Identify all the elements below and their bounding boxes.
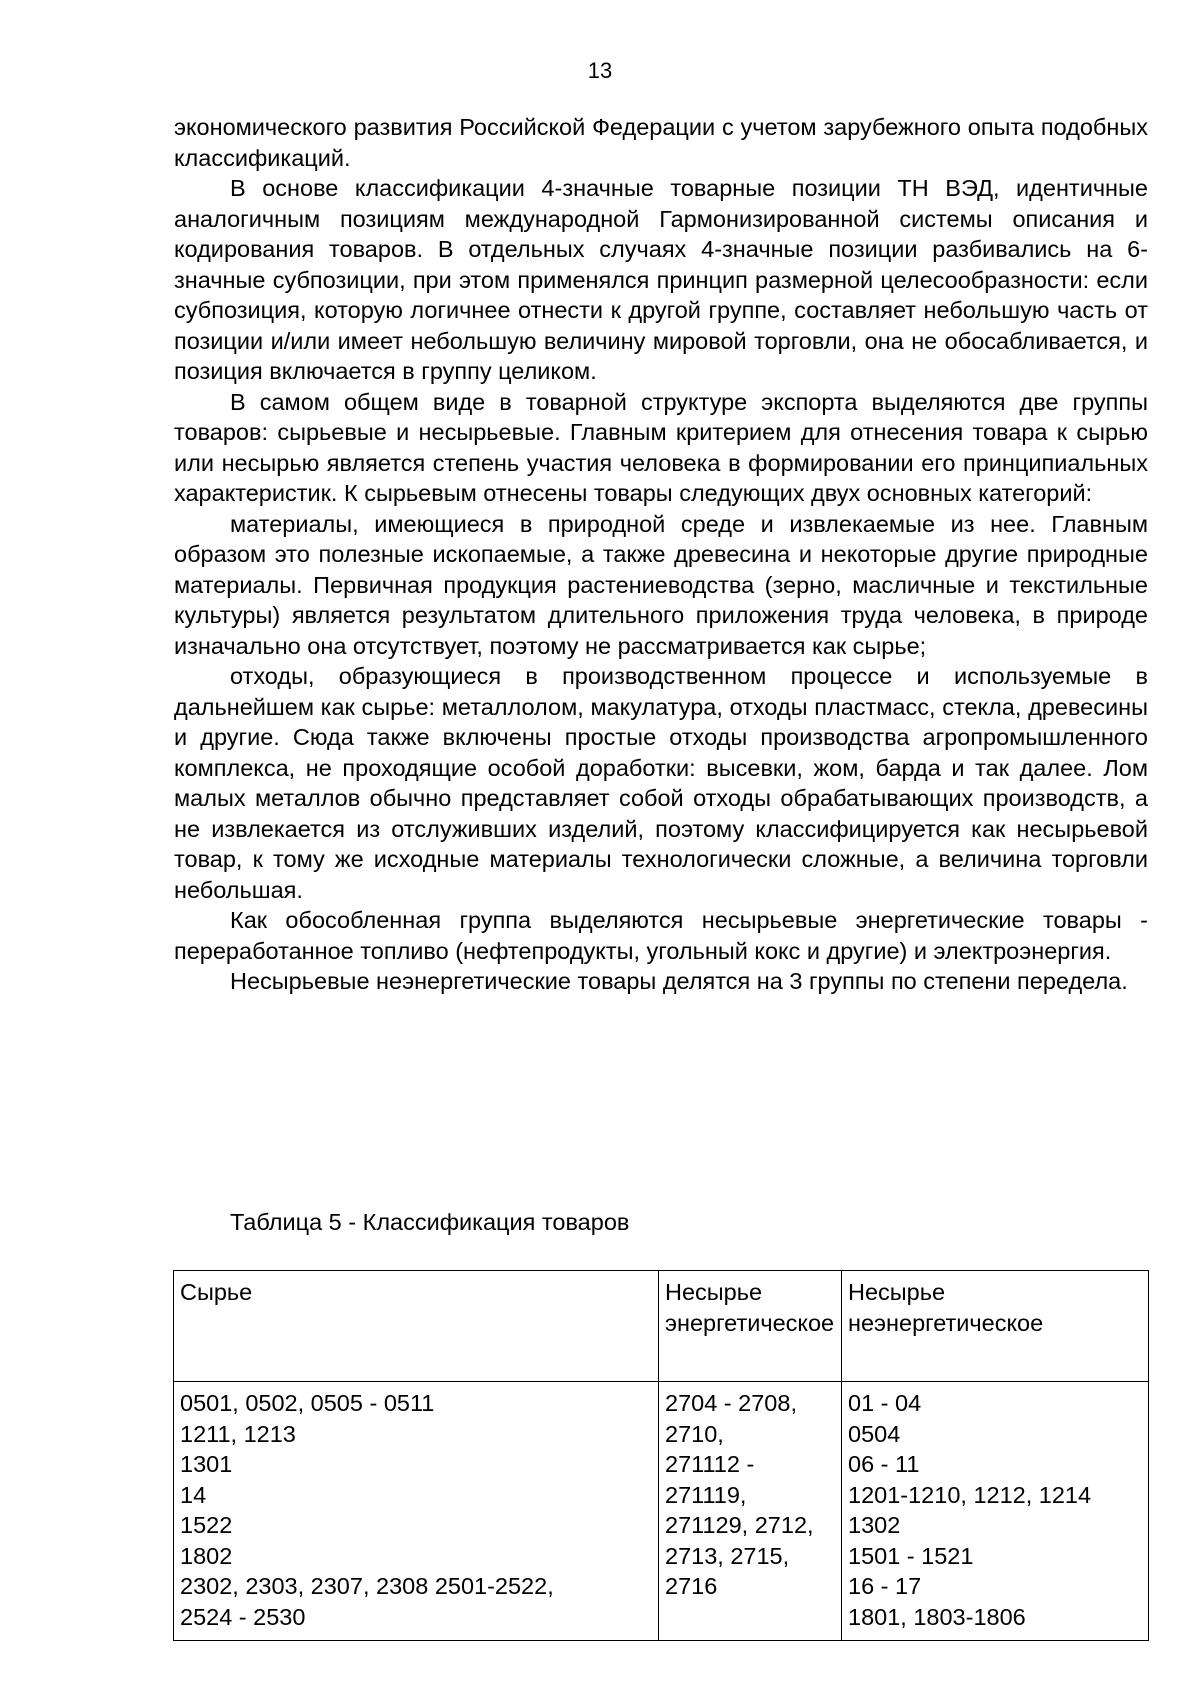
code-entry: 2704 - 2708, xyxy=(665,1390,797,1416)
code-entry: 1302 xyxy=(848,1512,901,1538)
paragraph: Как обособленная группа выделяются несырьевые энергетические товары - переработанное топливо (нефтепродукты, угольный кокс и другие) и электроэнергия. xyxy=(174,907,1148,964)
header-cell-raw: Сырье xyxy=(174,1271,659,1382)
code-entry: 1501 - 1521 xyxy=(848,1542,974,1569)
paragraph: материалы, имеющиеся в природной среде и извлекаемые из нее. Главным образом это полезные ископаемые, а также древесина и некоторые другие природные материалы. Первичная продукция растениеводства (зерно, масличные и текстильные культуры) является результатом длительного приложения труда человека, в природе изначально она отсутствует, поэтому не рассматривается как сырье; xyxy=(174,510,1148,659)
page-number: 13 xyxy=(587,58,613,83)
paragraph: отходы, образующиеся в производственном процессе и используемые в дальнейшем как сырье: металлолом, макулатура, отходы пластмасс, стекла, древесины и другие. Сюда также включены простые отходы производства агропромышленного комплекса, не проходящие особой доработки: высевки, жом, барда и так далее. Лом малых металлов обычно представляет собой отходы обрабатывающих производств, а не извлекается из отслуживших изделий, поэтому классифицируется как несырьевой товар, к тому же исходные материалы технологически сложные, а величина торговли небольшая. xyxy=(174,663,1148,903)
code-entry: 14 xyxy=(180,1481,207,1508)
codes-cell-non-raw-energy xyxy=(659,1382,842,1641)
paragraph: Несырьевые неэнергетические товары делятся на 3 группы по степени передела. xyxy=(230,968,1128,994)
code-entry: 2524 - 2530 xyxy=(180,1603,306,1630)
codes-cell-non-raw-non-energy xyxy=(842,1382,1149,1641)
code-entry: 271119, xyxy=(665,1481,747,1508)
code-entry: 01 - 04 xyxy=(848,1390,922,1416)
code-entry: 2302, 2303, 2307, 2308 2501-2522, xyxy=(180,1573,554,1599)
code-entry: 271129, 2712, xyxy=(665,1512,814,1538)
header-cell-non-raw-non-energy: Несырье неэнергетическое xyxy=(842,1271,1149,1382)
code-entry: 06 - 11 xyxy=(848,1451,920,1477)
code-entry: 1201-1210, 1212, 1214 xyxy=(848,1481,1092,1508)
classification-table xyxy=(173,1270,1149,1641)
code-entry: 0504 xyxy=(848,1420,901,1447)
paragraph: экономического развития Российской Федерации с учетом зарубежного опыта подобных классификаций. xyxy=(174,114,1148,171)
code-entry: 2716 xyxy=(665,1573,718,1599)
table-header-row xyxy=(174,1271,1149,1382)
code-entry: 16 - 17 xyxy=(848,1573,922,1599)
code-entry: 2713, 2715, xyxy=(665,1542,790,1569)
code-entry: 1802 xyxy=(180,1542,233,1569)
code-entry: 1801, 1803-1806 xyxy=(848,1603,1026,1630)
code-entry: 1211, 1213 xyxy=(180,1420,296,1447)
paragraph: В основе классификации 4-значные товарные позиции ТН ВЭД, идентичные аналогичным позициям международной Гармонизированной системы описания и кодирования товаров. В отдельных случаях 4-значные позиции разбивались на 6-значные субпозиции, при этом применялся принцип размерной целесообразности: если субпозиция, которую логичнее отнести к другой группе, составляет небольшую часть от позиции и/или имеет небольшую величину мировой торговли, она не обосабливается, и позиция включается в группу целиком. xyxy=(174,175,1148,384)
code-entry: 2710, xyxy=(665,1420,724,1447)
header-cell-non-raw-energy: Несырье энергетическое xyxy=(659,1271,842,1382)
code-entry: 271112 - xyxy=(665,1451,755,1477)
table-data-row xyxy=(174,1382,1149,1641)
paragraph: В самом общем виде в товарной структуре экспорта выделяются две группы товаров: сырьевые и несырьевые. Главным критерием для отнесения товара к сырью или несырью является степень участия человека в формировании его принципиальных характеристик. К сырьевым отнесены товары следующих двух основных категорий: xyxy=(174,388,1148,506)
code-entry: 1301 xyxy=(180,1451,233,1477)
codes-cell-raw xyxy=(174,1382,659,1641)
table-caption: Таблица 5 - Классификация товаров xyxy=(230,1209,630,1235)
body-text xyxy=(174,112,1148,997)
code-entry: 0501, 0502, 0505 - 0511 xyxy=(180,1390,435,1416)
code-entry: 1522 xyxy=(180,1512,233,1538)
